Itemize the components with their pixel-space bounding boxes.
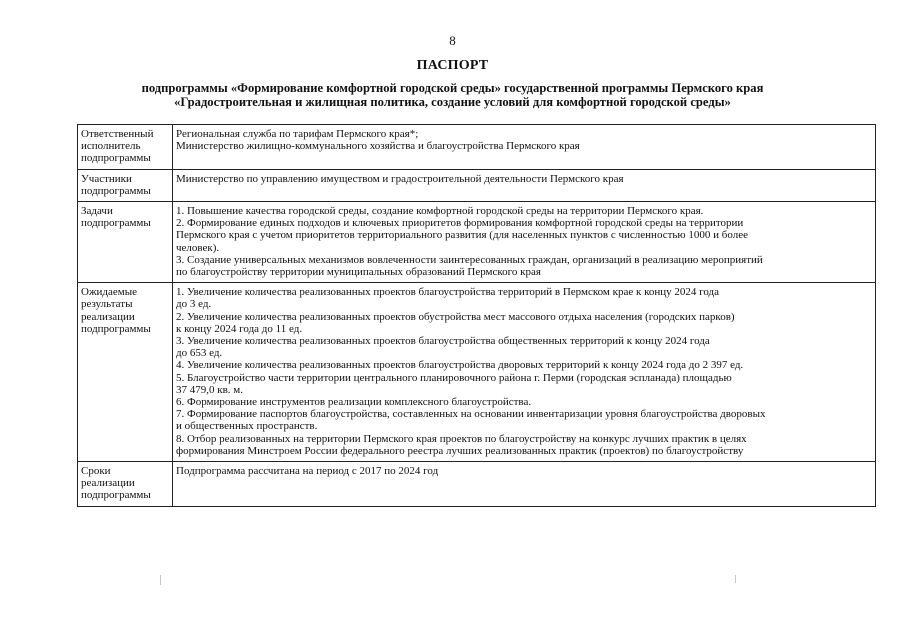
document-title: ПАСПОРТ (416, 58, 489, 73)
row-content-responsible (173, 125, 876, 170)
subtitle-line: «Градостроительная и жилищная политика, создание условий для комфортной городской среды» (174, 95, 731, 109)
passport-table (77, 124, 876, 507)
row-label-participants (78, 169, 173, 201)
content-line: 2. Формирование единых подходов и ключевых приоритетов формирования комфортной городской среды на территории (176, 217, 744, 230)
label-line: Участники (81, 172, 132, 185)
table-row (78, 202, 876, 283)
content-line: 7. Формирование паспортов благоустройства, составленных на основании инвентаризации уровня благоустройства дворовых (176, 408, 766, 421)
content-line: человек). (176, 241, 220, 254)
content-line: и общественных пространств. (176, 420, 318, 433)
label-line: результаты (81, 298, 133, 311)
content-line: формирования Минстроем России федерального реестра лучших реализованных практик (проектов) по благоустройству (176, 444, 744, 457)
content-line: 5. Благоустройство части территории центрального планировочного района г. Перми (городская эспланада) площадью (176, 371, 732, 384)
label-line: исполнитель (81, 140, 141, 153)
content-line: 3. Создание универсальных механизмов вовлеченности заинтересованных граждан, организаций в реализацию мероприятий (176, 253, 763, 266)
content-line: 1. Увеличение количества реализованных проектов благоустройства территорий в Пермском крае к концу 2024 года (176, 286, 720, 299)
content-line: Министерство жилищно-коммунального хозяйства и благоустройства Пермского края (176, 140, 580, 153)
row-label-timeframe (78, 462, 173, 507)
label-line: Ответственный (81, 128, 154, 140)
content-line: 4. Увеличение количества реализованных проектов благоустройства дворовых территорий к концу 2024 года до 2 397 ед. (176, 359, 744, 372)
row-content-participants (173, 169, 876, 201)
subtitle-line: подпрограммы «Формирование комфортной городской среды» государственной программы Пермского края (141, 81, 764, 95)
content-line: Региональная служба по тарифам Пермского края*; (176, 128, 419, 140)
table-row (78, 283, 876, 462)
row-content-timeframe (173, 462, 876, 507)
content-line: 8. Отбор реализованных на территории Пермского края проектов по благоустройству на конкурс лучших практик в целях (176, 432, 747, 445)
row-label-responsible (78, 125, 173, 170)
page-number: 8 (449, 33, 456, 48)
label-line: реализации (81, 310, 135, 323)
table-row (78, 462, 876, 507)
content-line: Министерство по управлению имуществом и градостроительной деятельности Пермского края (176, 172, 624, 185)
document-subtitle (20, 81, 885, 109)
content-line: 2. Увеличение количества реализованных проектов обустройства мест массового отдыха населения (городских парков) (176, 310, 735, 323)
table-row (78, 125, 876, 170)
content-line: до 653 ед. (176, 347, 223, 360)
content-line: 1. Повышение качества городской среды, создание комфортной городской среды на территории Пермского края. (176, 205, 704, 218)
content-line: 6. Формирование инструментов реализации комплексного благоустройства. (176, 396, 532, 409)
row-label-tasks (78, 202, 173, 283)
content-line: Пермского края с учетом приоритетов территориального развития (для населенных пунктов с численностью 1000 и более (176, 229, 748, 242)
label-line: подпрограммы (81, 322, 151, 335)
label-line: подпрограммы (81, 217, 151, 230)
row-label-expected-results (78, 283, 173, 462)
label-line: подпрограммы (81, 184, 151, 197)
content-line: 3. Увеличение количества реализованных проектов благоустройства общественных территорий к концу 2024 года (176, 335, 710, 348)
content-line: до 3 ед. (176, 298, 212, 311)
label-line: Ожидаемые (81, 286, 138, 299)
content-line: по благоустройству территории муниципальных образований Пермского края (176, 266, 541, 279)
content-line: к концу 2024 года до 11 ед. (176, 322, 303, 335)
label-line: подпрограммы (81, 152, 151, 165)
scan-artifact (160, 575, 161, 585)
scan-artifact (735, 575, 736, 583)
label-line: реализации (81, 477, 135, 490)
row-content-tasks (173, 202, 876, 283)
label-line: Задачи (81, 205, 113, 218)
label-line: Сроки (81, 465, 111, 478)
table-row (78, 169, 876, 201)
label-line: подпрограммы (81, 489, 151, 502)
content-line: 37 479,0 кв. м. (176, 383, 243, 396)
row-content-expected-results (173, 283, 876, 462)
content-line: Подпрограмма рассчитана на период с 2017 по 2024 год (176, 465, 439, 478)
